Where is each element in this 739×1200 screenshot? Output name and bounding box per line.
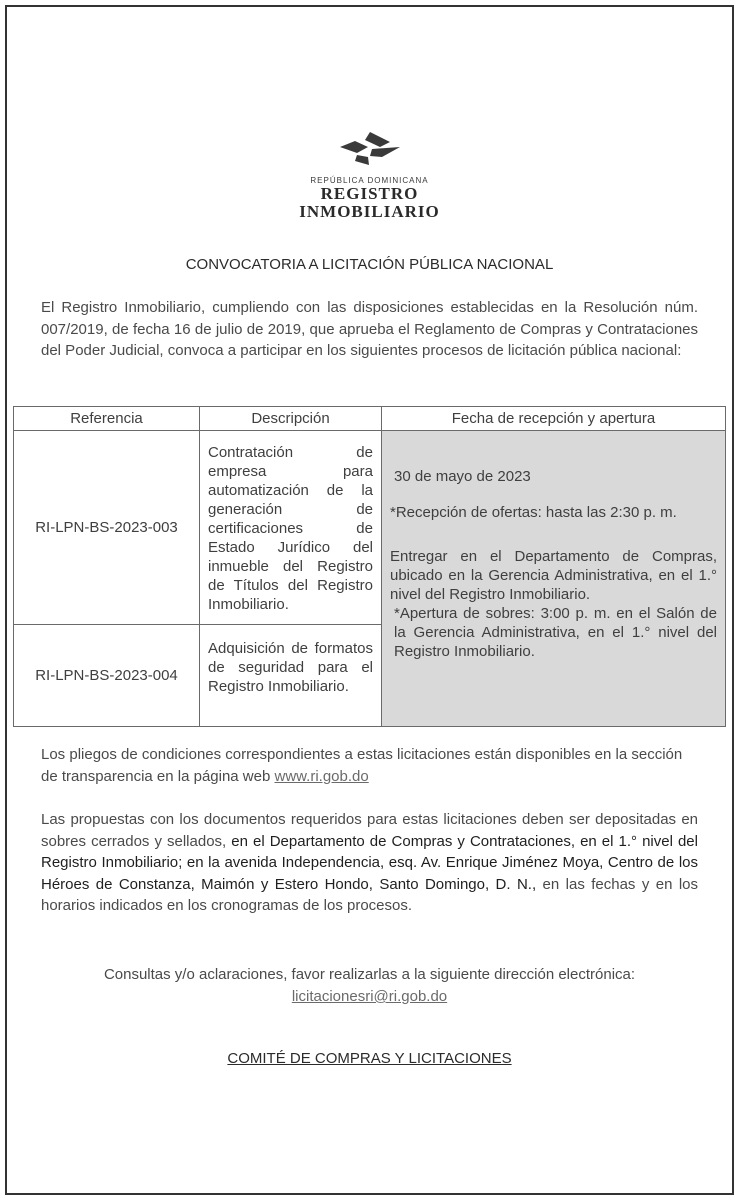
conditions-paragraph: [41, 744, 698, 787]
conditions-text: Los pliegos de condiciones correspondientes a estas licitaciones están disponibles en la sección de transparencia en la página web: [41, 746, 683, 785]
row-description: Contratación de empresa para automatización de la generación de certificaciones de Estado Jurídico del inmueble del Registro de Títulos del Registro Inmobiliario.: [200, 431, 382, 625]
org-name-line2: INMOBILIARIO: [299, 202, 440, 221]
registro-logo-icon: [335, 130, 405, 166]
row-reference: RI-LPN-BS-2023-003: [14, 431, 200, 625]
header-dates: Fecha de recepción y apertura: [382, 407, 726, 431]
tender-table: [13, 406, 726, 727]
row-reference: RI-LPN-BS-2023-004: [14, 625, 200, 727]
contact-block: [0, 964, 739, 1008]
page-title: CONVOCATORIA A LICITACIÓN PÚBLICA NACIONAL: [185, 256, 554, 273]
table-header-row: [14, 407, 726, 431]
delivery-location: Entregar en el Departamento de Compras, ubicado en la Gerencia Administrativa, en el 1.° nivel del Registro Inmobiliario.: [390, 548, 717, 603]
org-name-line1: REGISTRO: [320, 184, 419, 203]
website-link[interactable]: www.ri.gob.do: [274, 767, 369, 785]
reception-time: *Recepción de ofertas: hasta las 2:30 p. m.: [390, 504, 677, 521]
opening-date: 30 de mayo de 2023: [394, 468, 531, 485]
intro-paragraph: El Registro Inmobiliario, cumpliendo con las disposiciones establecidas en la Resolución núm. 007/2019, de fecha 16 de julio de 2019, que aprueba el Reglamento de Compras y Contrataciones del Poder Judicial, convoca a participar en los siguientes procesos de licitación pública nacional:: [41, 299, 698, 359]
proposals-paragraph: [41, 809, 698, 917]
proposals-text-2: en las fechas y en los horarios indicados en los cronogramas de los procesos.: [41, 875, 698, 914]
proposals-text-1: Las propuestas con los documentos requeridos para estas licitaciones deben ser depositadas en sobres cerrados y sellados,: [41, 811, 698, 850]
contact-email-link[interactable]: licitacionesri@ri.gob.do: [291, 988, 448, 1005]
committee-name: COMITÉ DE COMPRAS Y LICITACIONES: [227, 1050, 512, 1067]
registro-logo: [0, 130, 739, 221]
proposals-location: en el Departamento de Compras y Contrataciones, en el 1.° nivel del Registro Inmobiliario; en la avenida Independencia, esq. Av. Enrique Jiménez Moya, Centro de los Héroes de Constanza, Maimón y Estero Hondo, Santo Domingo, D. N.,: [41, 832, 698, 893]
contact-text: Consultas y/o aclaraciones, favor realizarlas a la siguiente dirección electrónica:: [103, 966, 636, 983]
committee-signature: [0, 1050, 739, 1067]
country-label: REPÚBLICA DOMINICANA: [310, 176, 429, 185]
header-reference: Referencia: [14, 407, 200, 431]
header-description: Descripción: [200, 407, 382, 431]
opening-time: *Apertura de sobres: 3:00 p. m. en el Salón de la Gerencia Administrativa, en el 1.° nivel del Registro Inmobiliario.: [394, 605, 717, 660]
table-row: [14, 431, 726, 625]
row-description: Adquisición de formatos de seguridad para el Registro Inmobiliario.: [200, 625, 382, 727]
dates-cell: [382, 431, 726, 727]
